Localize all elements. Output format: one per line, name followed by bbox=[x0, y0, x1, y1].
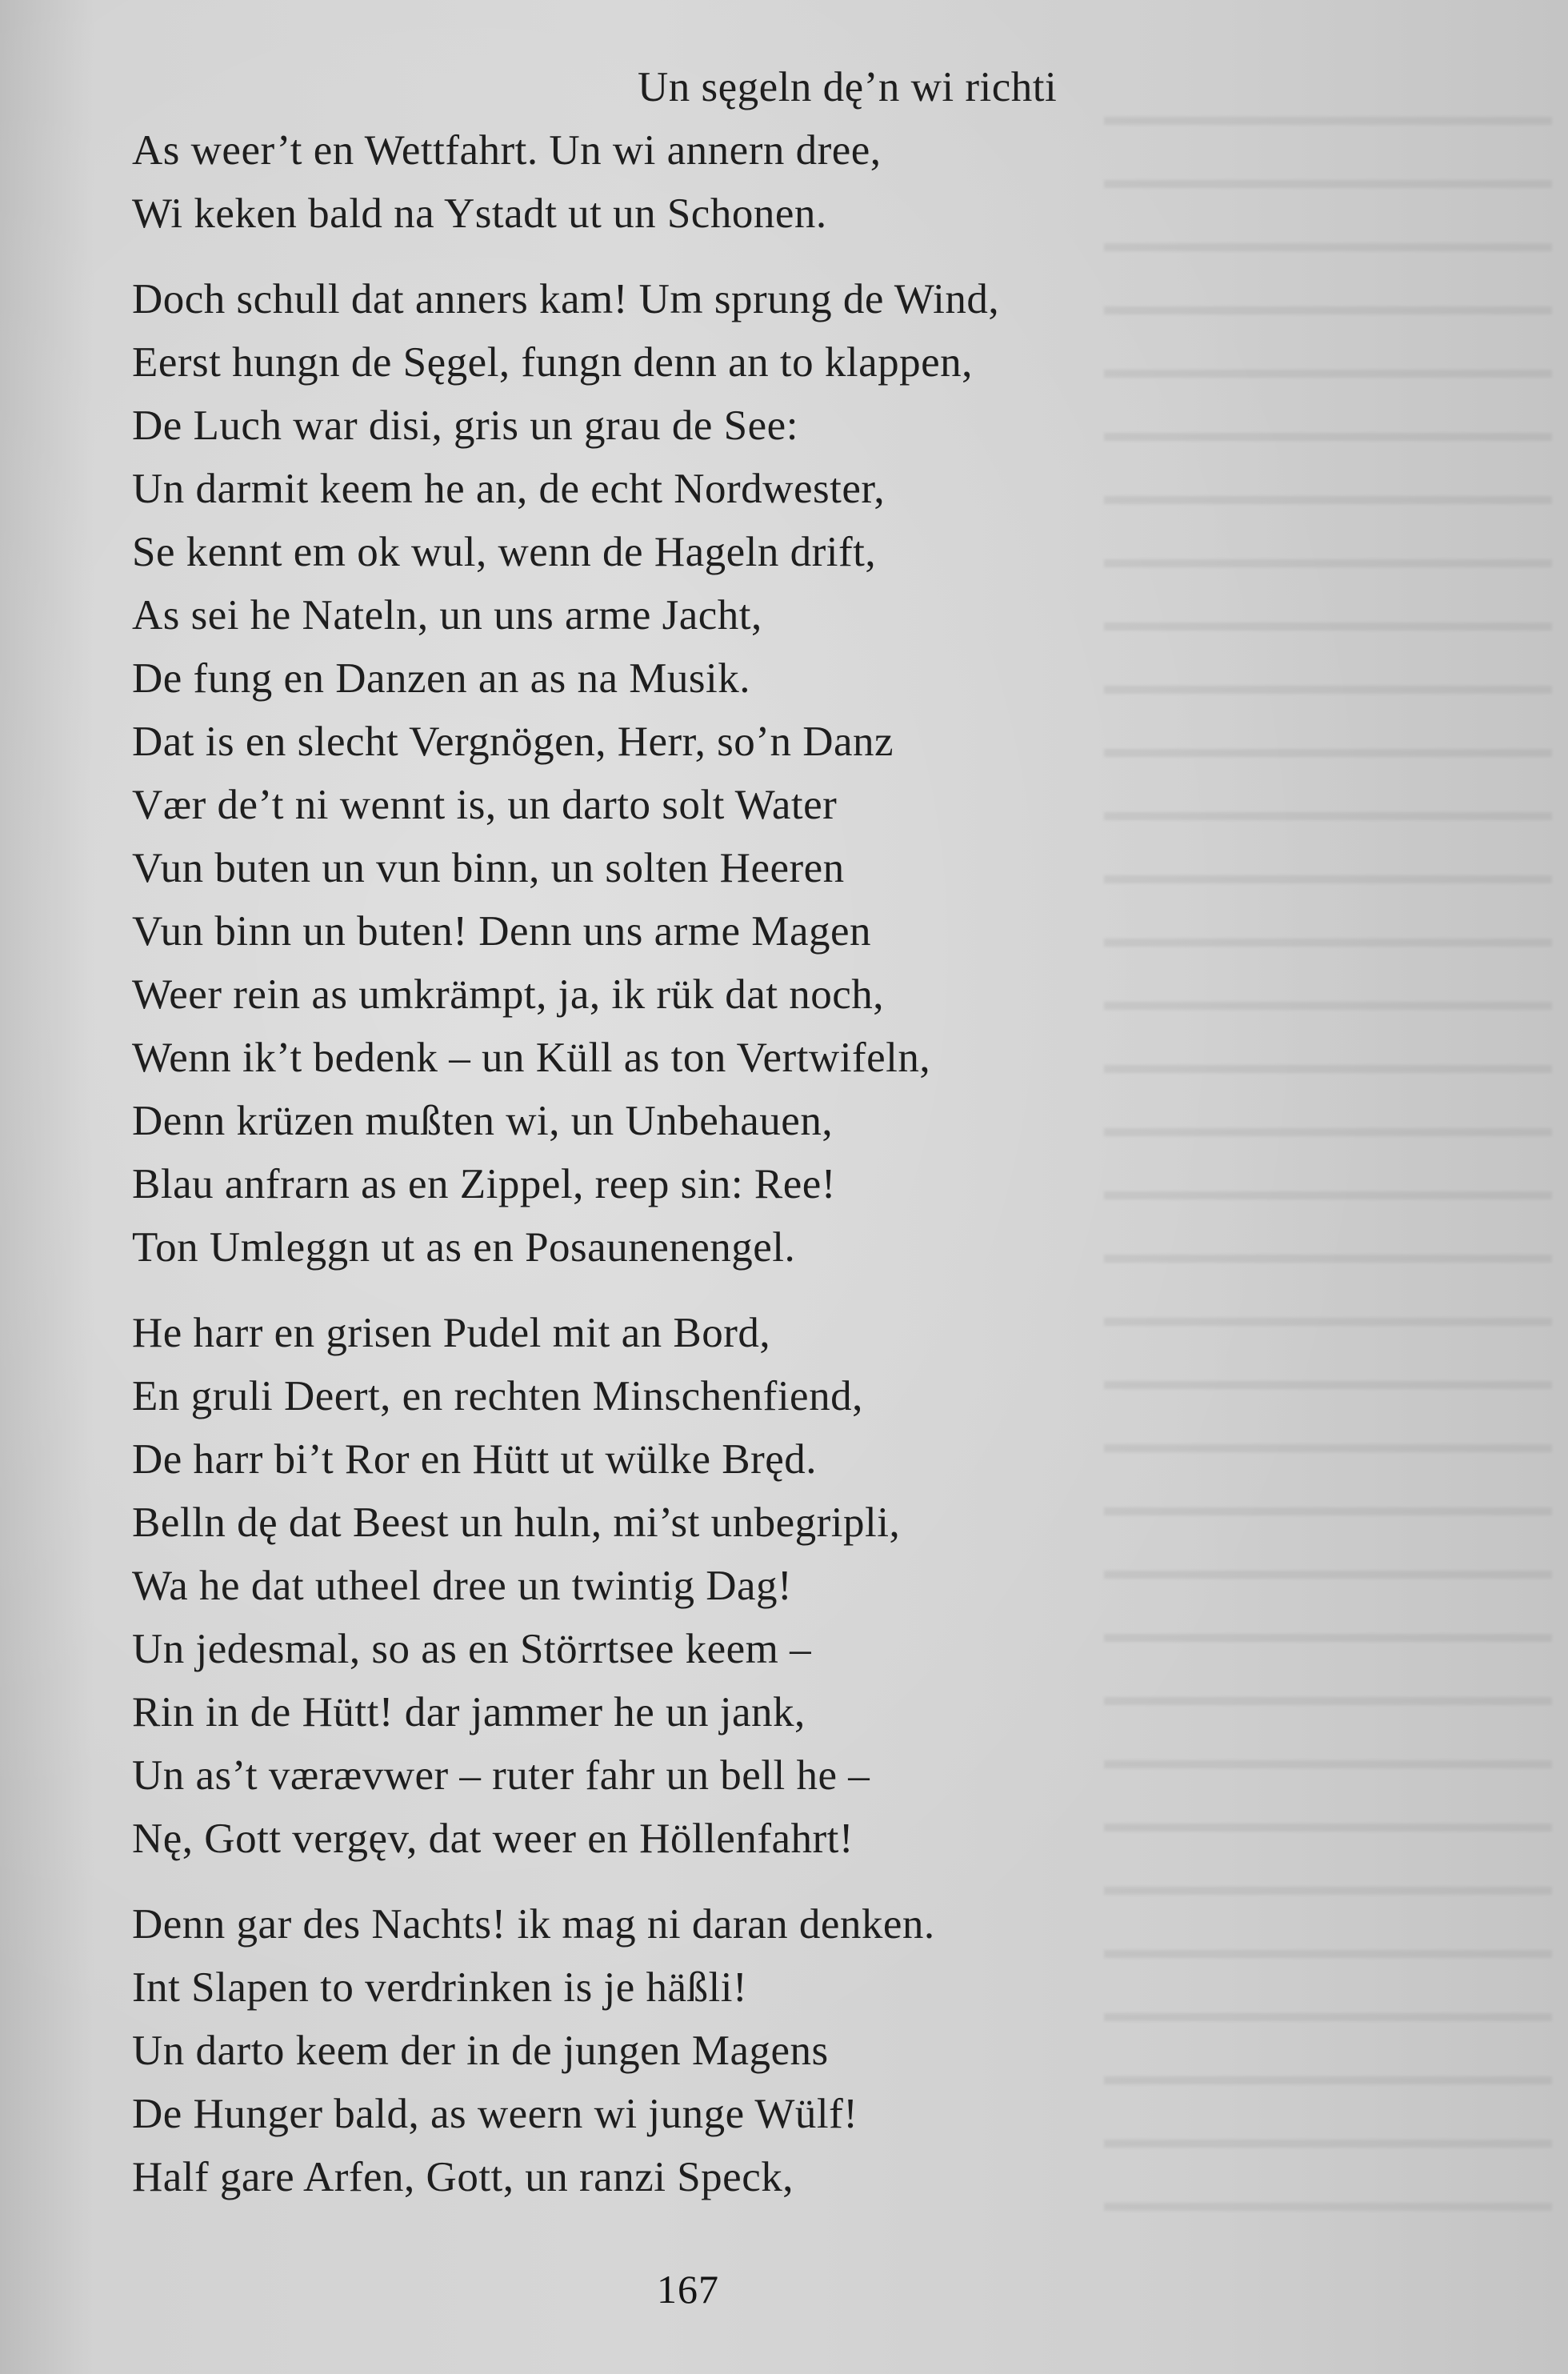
poem-line: Weer rein as umkrämpt, ja, ik rük dat noch, bbox=[132, 971, 885, 1018]
poem-line: De harr bi’t Ror en Hütt ut wülke Bręd. bbox=[132, 1436, 818, 1483]
poem-line: Wa he dat utheel dree un twintig Dag! bbox=[132, 1563, 793, 1609]
poem-line: De fung en Danzen an as na Musik. bbox=[132, 655, 750, 702]
stanza-gap bbox=[132, 1279, 1252, 1302]
poem-line: Wenn ik’t bedenk – un Küll as ton Vertwifeln, bbox=[132, 1035, 931, 1081]
poem-line: Half gare Arfen, Gott, un ranzi Speck, bbox=[132, 2154, 794, 2200]
stanza-gap bbox=[132, 1871, 1252, 1893]
poem-line: Un darmit keem he an, de echt Nordwester, bbox=[132, 466, 886, 512]
poem-line: Int Slapen to verdrinken is je häßli! bbox=[132, 1964, 748, 2011]
stanza-gap bbox=[132, 246, 1252, 268]
poem-line: Blau anfrarn as en Zippel, reep sin: Ree! bbox=[132, 1161, 836, 1207]
poem-line: Denn gar des Nachts! ik mag ni daran denken. bbox=[132, 1901, 935, 1948]
poem-line: Un sęgeln dę’n wi richti bbox=[638, 64, 1058, 110]
poem-line: Belln dę dat Beest un huln, mi’st unbegripli, bbox=[132, 1499, 901, 1546]
poem-line: Ton Umleggn ut as en Posaunenengel. bbox=[132, 1224, 796, 1271]
poem-line: Vær de’t ni wennt is, un darto solt Water bbox=[132, 782, 838, 828]
poem-line: Dat is en slecht Vergnögen, Herr, so’n Danz bbox=[132, 719, 894, 765]
poem-text bbox=[132, 56, 1252, 2209]
poem-line: En gruli Deert, en rechten Minschenfiend, bbox=[132, 1373, 863, 1419]
poem-line: Denn krüzen mußten wi, un Unbehauen, bbox=[132, 1098, 834, 1144]
poem-line: Nę, Gott vergęv, dat weer en Höllenfahrt! bbox=[132, 1816, 854, 1862]
poem-line: He harr en grisen Pudel mit an Bord, bbox=[132, 1310, 771, 1356]
poem-line: Un jedesmal, so as en Störrtsee keem – bbox=[132, 1626, 812, 1672]
poem-line: Un as’t værævwer – ruter fahr un bell he – bbox=[132, 1752, 870, 1799]
poem-line: Rin in de Hütt! dar jammer he un jank, bbox=[132, 1689, 806, 1735]
poem-line: Vun buten un vun binn, un solten Heeren bbox=[132, 845, 845, 891]
poem-line: De Luch war disi, gris un grau de See: bbox=[132, 402, 798, 449]
page-number: 167 bbox=[657, 2267, 719, 2312]
poem-line: Doch schull dat anners kam! Um sprung de Wind, bbox=[132, 276, 1000, 322]
poem-line: Eerst hungn de Sęgel, fungn denn an to klappen, bbox=[132, 339, 973, 386]
poem-line: As weer’t en Wettfahrt. Un wi annern dree, bbox=[132, 127, 882, 174]
poem-line: Wi keken bald na Ystadt ut un Schonen. bbox=[132, 190, 827, 237]
poem-line: As sei he Nateln, un uns arme Jacht, bbox=[132, 592, 762, 639]
poem-line: Un darto keem der in de jungen Magens bbox=[132, 2028, 829, 2074]
poem-line: De Hunger bald, as weern wi junge Wülf! bbox=[132, 2091, 858, 2137]
stanza-1 bbox=[132, 56, 1252, 246]
stanza-2 bbox=[132, 268, 1252, 1279]
poem-line: Vun binn un buten! Denn uns arme Magen bbox=[132, 908, 871, 955]
stanza-4 bbox=[132, 1893, 1252, 2209]
poem-line: Se kennt em ok wul, wenn de Hageln drift, bbox=[132, 529, 877, 575]
stanza-3 bbox=[132, 1302, 1252, 1871]
